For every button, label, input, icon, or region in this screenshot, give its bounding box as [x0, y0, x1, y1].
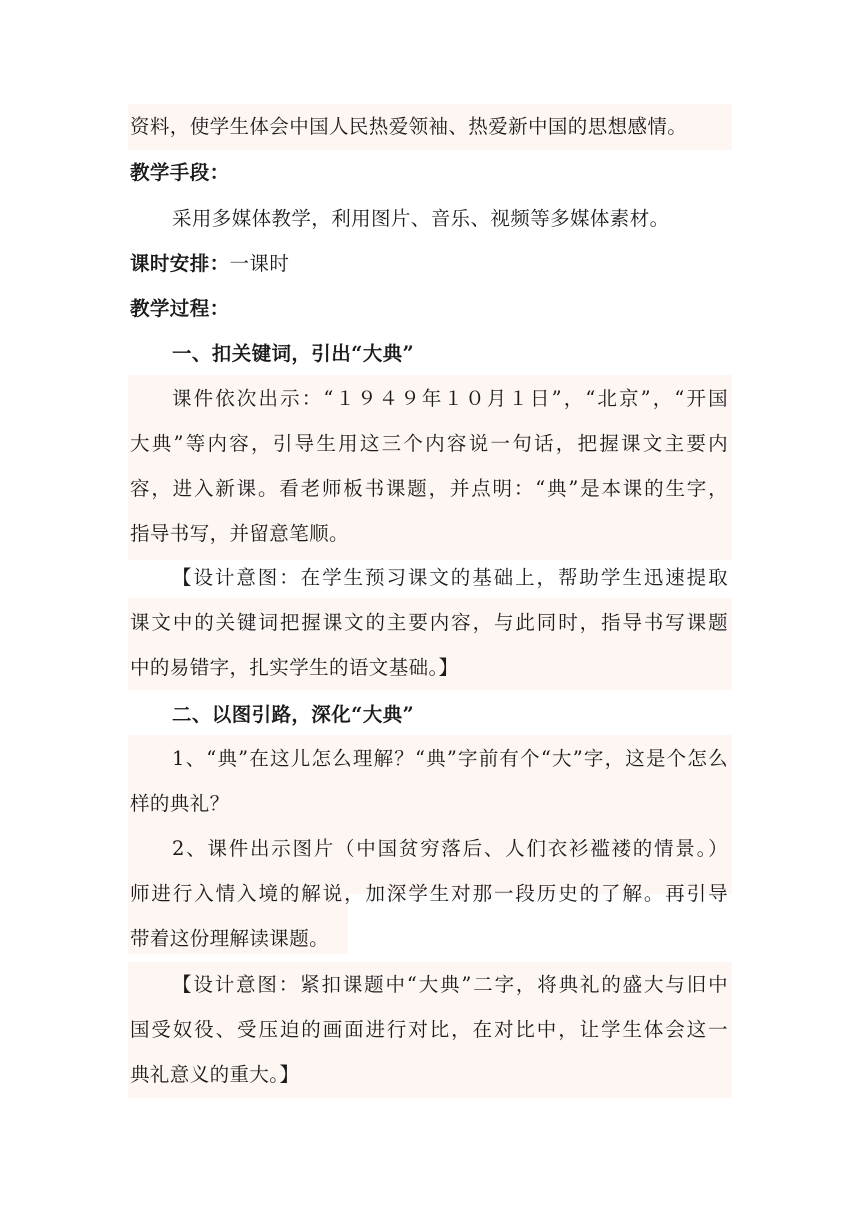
- paragraph-line: 带着这份理解读课题。: [130, 927, 330, 950]
- design-intent-line: 国受奴役、受压迫的画面进行对比，在对比中，让学生体会这一: [130, 1018, 728, 1041]
- class-hours-value: 一课时: [229, 252, 290, 275]
- design-intent-line: 典礼意义的重大。】: [130, 1063, 300, 1086]
- heading-teaching-means: 教学手段：: [130, 161, 230, 184]
- paragraph-line: 资料，使学生体会中国人民热爱领袖、热爱新中国的思想感情。: [130, 115, 688, 138]
- paragraph-line: 1、“典”在这儿怎么理解？“典”字前有个“大”字，这是个怎么: [172, 747, 728, 770]
- paragraph-line: 师进行入情入境的解说，加深学生对那一段历史的了解。再引导: [130, 882, 728, 905]
- section-1-title: 一、扣关键词，引出“大典”: [172, 342, 415, 365]
- section-2-title: 二、以图引路，深化“大典”: [172, 703, 415, 726]
- paragraph-line: 课件依次出示：“１９４９年１０月１日”，“北京”，“开国: [172, 387, 728, 410]
- paragraph-line: 样的典礼？: [130, 792, 230, 815]
- paragraph-line: 指导书写，并留意笔顺。: [130, 522, 349, 545]
- paragraph-line: 2、课件出示图片（中国贫穷落后、人们衣衫褴褛的情景。）: [172, 837, 728, 860]
- design-intent-line: 【设计意图：紧扣课题中“大典”二字，将典礼的盛大与旧中: [172, 973, 728, 996]
- design-intent-line: 中的易错字，扎实学生的语文基础。】: [130, 656, 459, 679]
- heading-class-hours: 课时安排：: [130, 252, 230, 275]
- paragraph-line: 容，进入新课。看老师板书课题，并点明：“典”是本课的生字，: [130, 477, 728, 500]
- heading-teaching-process: 教学过程：: [130, 297, 230, 320]
- paragraph-line: 大典”等内容，引导生用这三个内容说一句话，把握课文主要内: [130, 432, 728, 455]
- design-intent-line: 课文中的关键词把握课文的主要内容，与此同时，指导书写课题: [130, 611, 728, 634]
- class-hours-row: [130, 250, 289, 278]
- paragraph-line: 采用多媒体教学，利用图片、音乐、视频等多媒体素材。: [172, 207, 670, 230]
- design-intent-line: 【设计意图：在学生预习课文的基础上，帮助学生迅速提取: [172, 566, 728, 589]
